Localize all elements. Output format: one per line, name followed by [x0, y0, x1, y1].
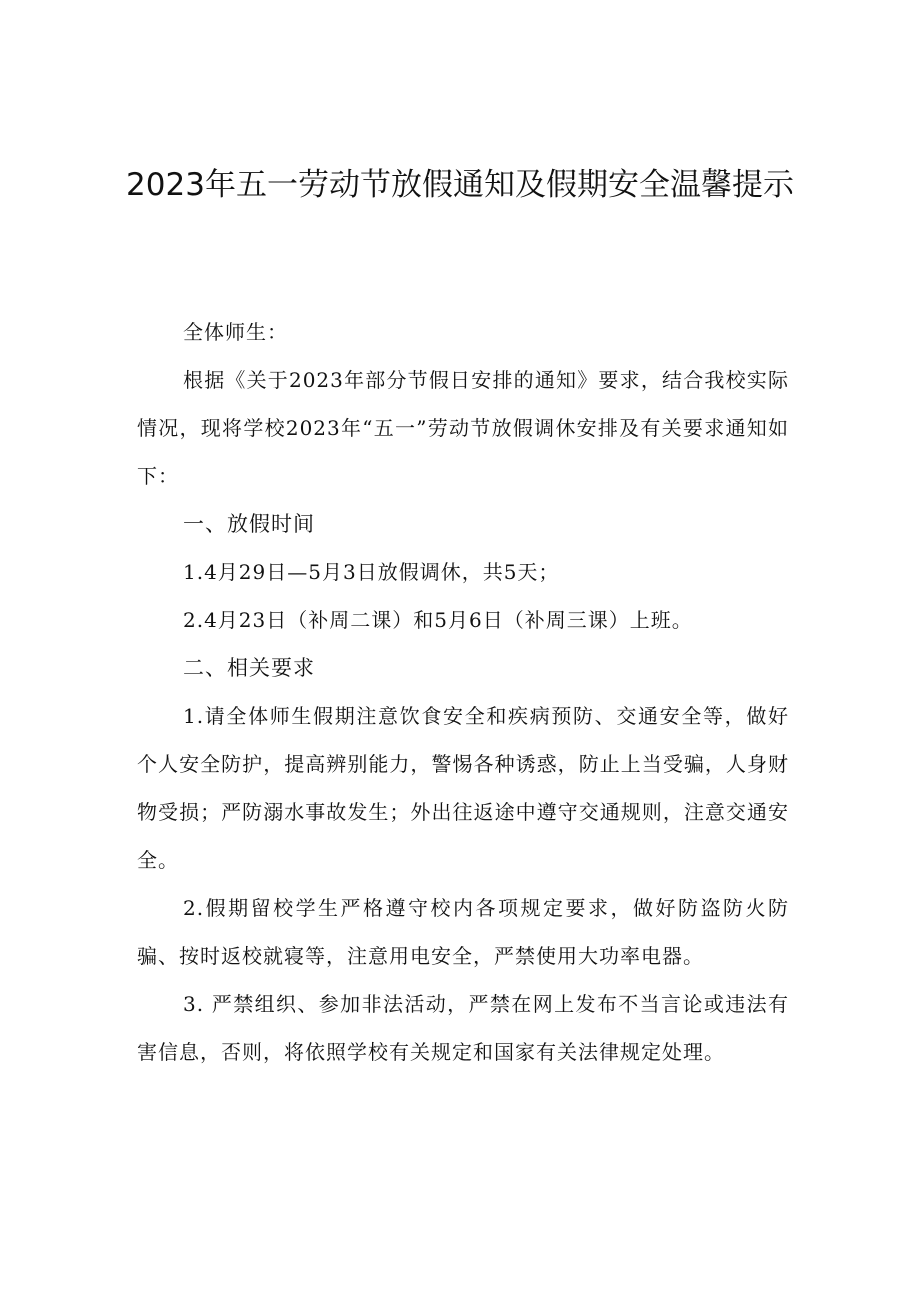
greeting: 全体师生： [183, 320, 288, 344]
document-body [137, 308, 789, 1076]
intro-paragraph: 根据《关于2023年部分节假日安排的通知》要求，结合我校实际情况，现将学校2023年“五一”劳动节放假调休安排及有关要求通知如下： [137, 368, 789, 488]
holiday-time-item: 1.4月29日—5月3日放假调休，共5天； [183, 560, 560, 584]
section-heading-holiday-time: 一、放假时间 [183, 512, 315, 536]
requirement-item: 3. 严禁组织、参加非法活动，严禁在网上发布不当言论或违法有害信息，否则，将依照学校有关规定和国家有关法律规定处理。 [137, 992, 789, 1064]
requirement-item: 2.假期留校学生严格遵守校内各项规定要求，做好防盗防火防骗、按时返校就寝等，注意用电安全，严禁使用大功率电器。 [137, 896, 789, 968]
holiday-time-item: 2.4月23日（补周二课）和5月6日（补周三课）上班。 [183, 608, 693, 632]
document-title: 2023年五一劳动节放假通知及假期安全温馨提示 [126, 167, 794, 203]
section-heading-requirements: 二、相关要求 [183, 656, 315, 680]
requirement-item: 1.请全体师生假期注意饮食安全和疾病预防、交通安全等，做好个人安全防护，提高辨别能力，警惕各种诱惑，防止上当受骗，人身财物受损；严防溺水事故发生；外出往返途中遵守交通规则，注意交通安全。 [137, 704, 789, 872]
